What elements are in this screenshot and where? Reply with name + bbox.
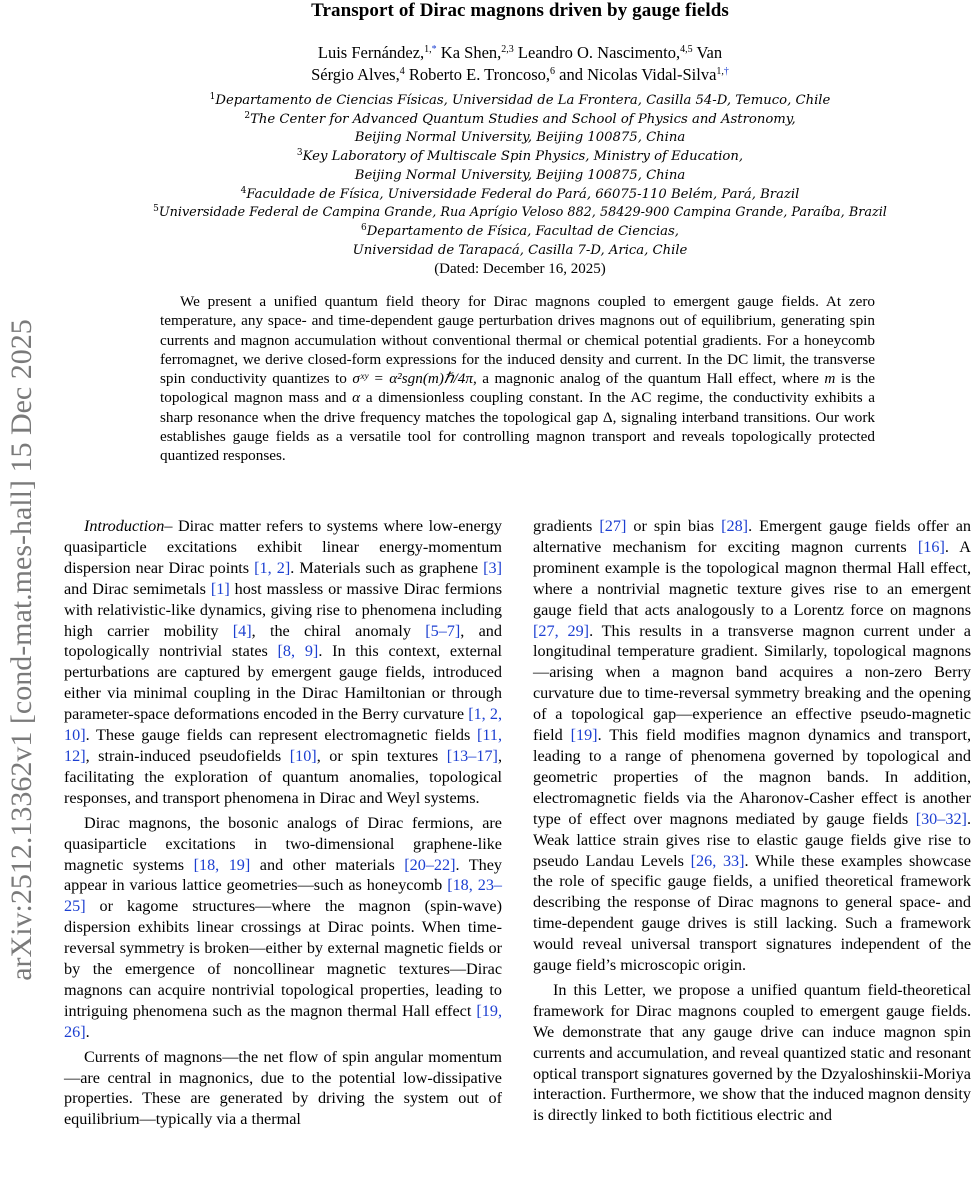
author-affil-sup: 2,3	[501, 44, 514, 55]
affiliation-line: $^3$Key Laboratory of Multiscale Spin Physics, Ministry of Education,	[296, 148, 744, 165]
citation-link[interactable]: [1, 2]	[254, 558, 291, 577]
citation-link[interactable]: [30–32]	[915, 809, 967, 828]
footnote-link[interactable]: †	[723, 66, 729, 77]
author-name: Luis Fernández,	[317, 43, 425, 62]
citation-link[interactable]: [27]	[599, 517, 627, 535]
author-name: Van	[696, 43, 723, 62]
author-name: Roberto E. Troncoso,	[408, 65, 551, 84]
conductivity-formula: σˣʸ = α²sgn(m)ℏ/4π	[352, 370, 473, 388]
arxiv-sidebar	[0, 0, 52, 1200]
arxiv-identifier: arXiv:2512.13362v1 [cond-mat.mes-hall] 15 Dec 2025	[5, 319, 38, 981]
author-affil-sup: 4	[399, 66, 405, 77]
author-name: Leandro O. Nascimento,	[517, 43, 681, 62]
affiliation-list	[90, 92, 950, 279]
citation-link[interactable]: [28]	[721, 517, 749, 535]
author-line-2	[90, 64, 950, 86]
affiliation-line: $^5$Universidade Federal de Campina Grande, Rua Aprígio Veloso 882, 58429-900 Campina Grande, Paraíba, Brazil	[153, 204, 887, 221]
abstract: We present a unified quantum field theory for Dirac magnons coupled to emergent gauge fields. At zero temperature, any space- and time-dependent gauge perturbation drives magnons out of equilibrium, generating spin currents and magnon accumulation without conventional thermal or chemical potential gradients. For a honeycomb ferromagnet, we derive closed-form expressions for the induced density and current. In the DC limit, the transverse spin conductivity quantizes to σˣʸ = α²sgn(m)ℏ/4π, a magnonic analog of the quantum Hall effect, where m is the topological magnon mass and α a dimensionless coupling constant. In the AC regime, the conductivity exhibits a sharp resonance when the drive frequency matches the topological gap Δ, signaling interband transitions. Our work establishes gauge fields as a versatile tool for controlling magnon transport and reveals topologically protected quantized responses.	[160, 293, 876, 465]
date-line: (Dated: December 16, 2025)	[434, 261, 606, 278]
body-paragraph: gradients [27] or spin bias [28]. Emergent gauge fields offer an alternative mechanism for exciting magnon currents [16]. A prominent example is the topological magnon thermal Hall effect, where a nontrivial magnetic texture gives rise to an emergent gauge field that acts analogously to a Lorentz force on magnons [27, 29]. This results in a transverse magnon current under a longitudinal temperature gradient. Similarly, topological magnons—arising when a magnon band acquires a non-zero Berry curvature due to time-reversal symmetry breaking and the opening of a topological gap—experience an effective pseudo-magnetic field [19]. This field modifies magnon dynamics and transport, leading to a range of phenomena governed by topological and geometric properties of the magnon bands. In addition, electromagnetic fields via the Aharonov-Casher effect is another type of effect over magnons mediated by gauge fields [30–32]. Weak lattice strain gives rise to elastic gauge fields give rise to pseudo Landau Levels [26, 33]. While these examples showcase the role of specific gauge fields, a unified theoretical framework describing the response of Dirac magnons to general space- and time-dependent gauge drives is still lacking. Such a framework would reveal universal transport signatures independent of the gauge field’s microscopic origin.	[533, 517, 972, 975]
author-name: Sérgio Alves,	[311, 65, 400, 84]
section-heading: Introduction–	[84, 517, 173, 535]
affiliation-line: Beijing Normal University, Beijing 100875, China	[354, 167, 686, 183]
author-name: and Nicolas Vidal-Silva	[559, 65, 717, 84]
author-affil-sup: 6	[550, 66, 556, 77]
intro-paragraph: Introduction– Dirac matter refers to systems where low-energy quasiparticle excitations exhibit linear energy-momentum dispersion near Dirac points [1, 2]. Materials such as graphene [3] and Dirac semimetals [1] host massless or massive Dirac fermions with relativistic-like dynamics, giving rise to phenomena including high carrier mobility [4], the chiral anomaly [5–7], and topologically nontrivial states [8, 9]. In this context, external perturbations are captured by emergent gauge fields, introduced either via minimal coupling in the Dirac Hamiltonian or through parameter-space deformations encoded in the Berry curvature [1, 2, 10]. These gauge fields can represent electromagnetic fields [11, 12], strain-induced pseudofields [10], or spin textures [13–17], facilitating the exploration of quantum anomalies, topological responses, and transport phenomena in Dirac and Weyl systems.	[64, 517, 503, 807]
affiliation-line: $^4$Faculdade de Física, Universidade Federal do Pará, 66075-110 Belém, Pará, Brazil	[240, 185, 800, 202]
citation-link[interactable]: [10]	[289, 746, 317, 765]
body-paragraph: In this Letter, we propose a unified quantum field-theoretical framework for Dirac magnons coupled to emergent gauge fields. We demonstrate that any gauge drive can induce magnon spin currents and accumulation, and reveal quantized static and resonant optical transport signatures governed by the Dzyaloshinskii-Moriya interaction. Furthermore, we show that the induced magnon density is directly linked to both fictitious electric and	[533, 980, 971, 1125]
citation-link[interactable]: [4]	[232, 621, 252, 640]
citation-link[interactable]: [1]	[210, 579, 230, 598]
author-affil-sup: 1,	[716, 66, 724, 77]
citation-link[interactable]: [16]	[917, 537, 945, 556]
affiliation-line: Beijing Normal University, Beijing 100875, China	[354, 130, 686, 146]
citation-link[interactable]: [1, 2, 10]	[64, 705, 502, 745]
affiliation-line: $^6$Departamento de Física, Facultad de Ciencias,	[360, 222, 680, 239]
body-paragraph: Currents of magnons—the net flow of spin angular momentum—are central in magnonics, due to the potential low-dissipative properties. These are generated by driving the system out of equilibrium—typically via a thermal	[64, 1047, 502, 1129]
left-column	[64, 516, 502, 1130]
author-affil-sup: 1,	[424, 44, 432, 55]
citation-link[interactable]: [19, 26]	[64, 1001, 502, 1041]
citation-link[interactable]: [18, 23–25]	[64, 876, 503, 916]
paper-title: Transport of Dirac magnons driven by gauge fields	[311, 0, 729, 21]
citation-link[interactable]: [8, 9]	[277, 642, 319, 661]
affiliation-line: $^1$Departamento de Ciencias Físicas, Universidad de La Frontera, Casilla 54-D, Temuco, Chile	[209, 92, 831, 108]
citation-link[interactable]: [5–7]	[425, 621, 461, 640]
right-column	[533, 516, 971, 1126]
citation-link[interactable]: [20–22]	[404, 855, 456, 874]
citation-link[interactable]: [13–17]	[446, 746, 498, 765]
author-affil-sup: 4,5	[680, 44, 693, 55]
author-line-1	[90, 42, 950, 64]
citation-link[interactable]: [18, 19]	[193, 855, 251, 874]
author-name: Ka Shen,	[440, 43, 502, 62]
citation-link[interactable]: [26, 33]	[690, 851, 745, 870]
footnote-link[interactable]: *	[431, 44, 437, 55]
citation-link[interactable]: [3]	[483, 558, 503, 577]
body-paragraph: Dirac magnons, the bosonic analogs of Dirac fermions, are quasiparticle excitations in two-dimensional graphene-like magnetic systems [18, 19] and other materials [20–22]. They appear in various lattice geometries—such as honeycomb [18, 23–25] or kagome structures—where the magnon (spin-wave) dispersion exhibits linear crossings at Dirac points. When time-reversal symmetry is broken—either by external magnetic fields or by the emergence of noncollinear magnetic textures—Dirac magnons can acquire nontrivial topological properties, leading to intriguing phenomena such as the magnon thermal Hall effect [19, 26].	[64, 813, 503, 1041]
citation-link[interactable]: [11, 12]	[64, 726, 502, 765]
citation-link[interactable]: [27, 29]	[533, 621, 590, 640]
author-list	[90, 42, 950, 86]
citation-link[interactable]: [19]	[570, 726, 598, 745]
affiliation-line: Universidad de Tarapacá, Casilla 7-D, Arica, Chile	[352, 242, 688, 258]
affiliation-line: $^2$The Center for Advanced Quantum Studies and School of Physics and Astronomy,	[244, 110, 796, 127]
